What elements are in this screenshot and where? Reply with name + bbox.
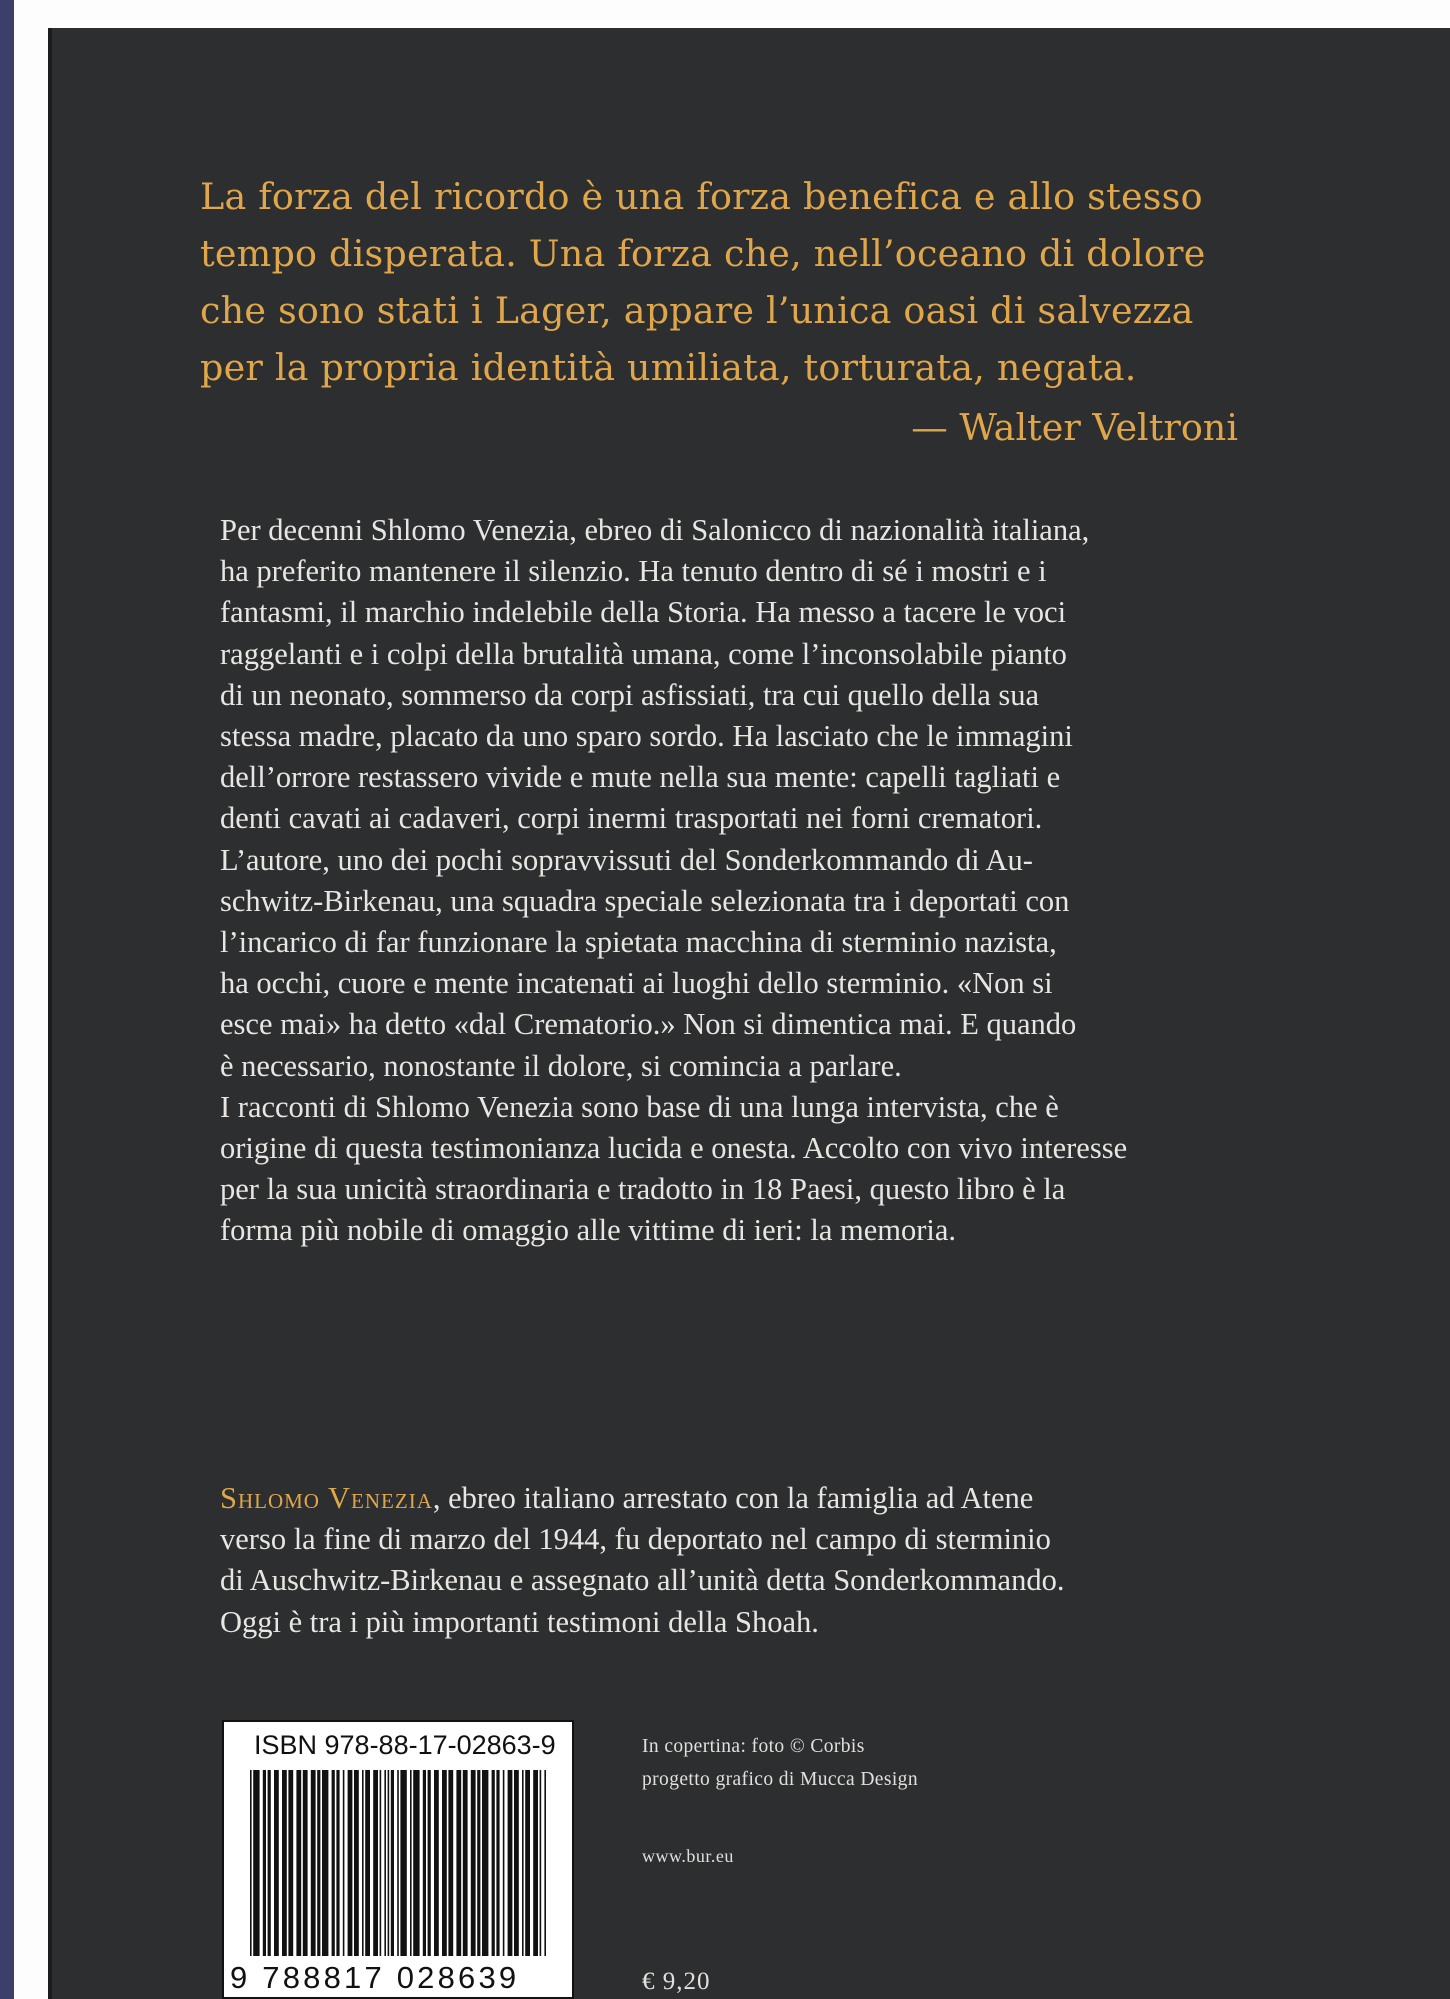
description-line: schwitz-Birkenau, una squadra speciale selezionata tra i deportati con	[220, 883, 1070, 918]
publisher-website: www.bur.eu	[642, 1846, 734, 1866]
description-line: denti cavati ai cadaveri, corpi inermi trasportati nei forni crematori.	[220, 801, 1043, 836]
bio-line: Oggi è tra i più importanti testimoni della Shoah.	[220, 1604, 819, 1639]
description-line: per la sua unicità straordinaria e tradotto in 18 Paesi, questo libro è la	[220, 1172, 1066, 1207]
bio-line: verso la fine di marzo del 1944, fu deportato nel campo di sterminio	[220, 1522, 1051, 1557]
book-price: € 9,20	[642, 1968, 711, 1995]
description-line: fantasmi, il marchio indelebile della Storia. Ha messo a tacere le voci	[220, 595, 1067, 630]
cover-photo-credit: In copertina: foto © Corbis	[642, 1736, 865, 1757]
bio-line: di Auschwitz-Birkenau e assegnato all’unità detta Sonderkommando.	[220, 1563, 1065, 1598]
description-line: L’autore, uno dei pochi sopravvissuti del Sonderkommando di Au-	[220, 842, 1033, 877]
isbn-barcode	[222, 1720, 574, 1999]
description-line: di un neonato, sommerso da corpi asfissiati, tra cui quello della sua	[220, 677, 1040, 712]
epigraph-quote	[200, 168, 1380, 396]
description-line: ha preferito mantenere il silenzio. Ha tenuto dentro di sé i mostri e i	[220, 554, 1047, 589]
quote-line: per la propria identità umiliata, torturata, negata.	[200, 346, 1137, 389]
author-bio	[220, 1478, 1380, 1643]
description-line: raggelanti e i colpi della brutalità umana, come l’inconsolabile pianto	[220, 636, 1067, 671]
quote-line: La forza del ricordo è una forza benefica e allo stesso	[200, 175, 1203, 218]
bio-line	[220, 1478, 1380, 1519]
quote-attribution: — Walter Veltroni	[911, 406, 1238, 449]
cover-credits	[642, 1730, 918, 1796]
description-line: dell’orrore restassero vivide e mute nella sua mente: capelli tagliati e	[220, 760, 1061, 795]
description-line: origine di questa testimonianza lucida e onesta. Accolto con vivo interesse	[220, 1131, 1128, 1166]
description-line: forma più nobile di omaggio alle vittime di ieri: la memoria.	[220, 1213, 957, 1248]
design-credit: progetto grafico di Mucca Design	[642, 1769, 918, 1790]
description-line: l’incarico di far funzionare la spietata macchina di sterminio nazista,	[220, 925, 1057, 960]
description-line: esce mai» ha detto «dal Crematorio.» Non si dimentica mai. E quando	[220, 1007, 1077, 1042]
isbn-label: ISBN 978-88-17-02863-9	[254, 1730, 556, 1760]
description-line: Per decenni Shlomo Venezia, ebreo di Salonicco di nazionalità italiana,	[220, 513, 1090, 547]
description-line: è necessario, nonostante il dolore, si comincia a parlare.	[220, 1048, 902, 1083]
quote-line: che sono stati i Lager, appare l’unica oasi di salvezza	[200, 289, 1194, 332]
barcode-digits: 9 788817 028639	[230, 1960, 520, 1995]
scanner-edge	[0, 0, 14, 1999]
barcode-bars	[246, 1770, 552, 1956]
description-line: I racconti di Shlomo Venezia sono base di una lunga intervista, che è	[220, 1089, 1059, 1124]
description-line: stessa madre, placato da uno sparo sordo. Ha lasciato che le immagini	[220, 719, 1073, 754]
quote-line: tempo disperata. Una forza che, nell’oceano di dolore	[200, 232, 1206, 275]
description-line: ha occhi, cuore e mente incatenati ai luoghi dello sterminio. «Non si	[220, 966, 1053, 1001]
book-description	[220, 510, 1380, 1252]
bio-first-line-text: , ebreo italiano arrestato con la famiglia ad Atene	[432, 1481, 1034, 1515]
author-name: Shlomo Venezia	[220, 1481, 433, 1515]
